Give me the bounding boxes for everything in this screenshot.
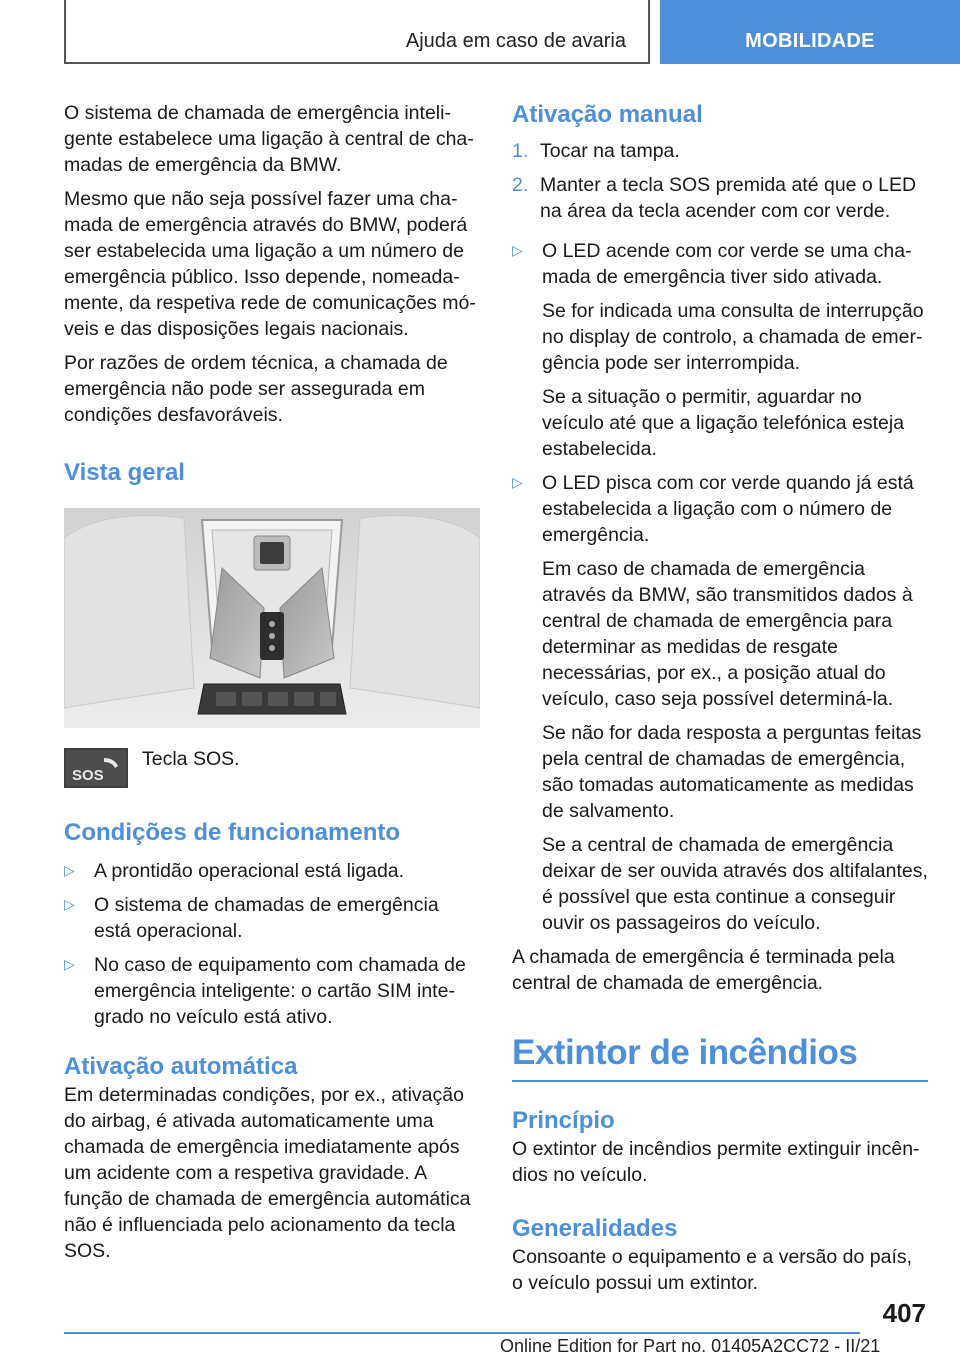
list-item-text: A prontidão operacional está ligada. [94, 860, 405, 882]
intro-paragraph-2: Mesmo que não seja possível fazer uma chamada de emergência através do BMW, poderá ser estabelecida uma ligação a um número de emergência público. Isso depende, nomeadamente, da respetiva rede de comunicações móveis e das disposições legais nacionais. [64, 188, 476, 340]
list-item [512, 238, 928, 290]
list-item-subparagraph: Se a central de chamada de emergência deixar de ser ouvida através dos altifalantes, é possível que esta continue a conseguir ouvir os passageiros do veículo. [542, 834, 928, 934]
list-item [64, 858, 480, 884]
left-column [64, 100, 480, 1272]
section-title: Ajuda em caso de avaria [405, 30, 626, 52]
sos-key-legend [64, 746, 480, 788]
right-column [512, 100, 928, 1304]
step-item [512, 172, 928, 224]
step-number: 2. [512, 174, 529, 196]
heading-principio: Princípio [512, 1107, 615, 1134]
paragraph-generalidades: Consoante o equipamento e a versão do país, o veículo possui um extintor. [512, 1246, 913, 1294]
list-item [512, 470, 928, 548]
paragraph-termination: A chamada de emergência é terminada pela central de chamada de emergência. [512, 946, 895, 994]
heading-vista-geral: Vista geral [64, 459, 185, 486]
intro-paragraph-1: O sistema de chamada de emergência inteligente estabelece uma ligação à central de chamadas de emergência da BMW. [64, 102, 474, 176]
overhead-console-illustration [64, 508, 480, 728]
page-number: 407 [882, 1298, 926, 1328]
footer-edition: Online Edition for Part no. 01405A2CC72 - II/21 [500, 1336, 881, 1356]
triangle-right-icon: ▷ [512, 474, 523, 490]
svg-text:SOS: SOS [72, 767, 104, 784]
step-text: Manter a tecla SOS premida até que o LED na área da tecla acender com cor verde. [540, 174, 917, 222]
triangle-right-icon: ▷ [64, 896, 75, 912]
triangle-right-icon: ▷ [64, 862, 75, 878]
step-text: Tocar na tampa. [540, 140, 680, 162]
list-item-text: O sistema de chamadas de emergência está operacional. [94, 894, 439, 942]
triangle-right-icon: ▷ [512, 242, 523, 258]
step-number: 1. [512, 140, 529, 162]
chapter-tab[interactable] [660, 0, 960, 64]
heading-extintor: Extintor de incêndios [512, 1033, 858, 1072]
section-rule [512, 1080, 928, 1082]
list-item-text: O LED acende com cor verde se uma chamada de emergência tiver sido ativada. [542, 240, 912, 288]
list-item [64, 892, 480, 944]
list-item-subparagraph: Se não for dada resposta a perguntas feitas pela central de chamadas de emergência, são tomadas automaticamente as medidas de salvamento. [542, 722, 922, 822]
sos-button-icon [64, 748, 128, 788]
header-frame [64, 0, 650, 64]
list-item [64, 952, 480, 1030]
paragraph-ativacao-automatica: Em determinadas condições, por ex., ativação do airbag, é ativada automaticamente uma chamada de emergência imediatamente após um acidente com a respetiva gravidade. A função de chamada de emergência automática não é influenciada pelo acionamento da tecla SOS. [64, 1084, 471, 1262]
chapter-tab-label: MOBILIDADE [745, 30, 875, 52]
heading-condicoes: Condições de funcionamento [64, 819, 401, 846]
paragraph-principio: O extintor de incêndios permite extinguir incêndios no veículo. [512, 1138, 920, 1186]
heading-ativacao-manual: Ativação manual [512, 101, 703, 128]
step-item [512, 138, 928, 164]
list-item-text: O LED pisca com cor verde quando já está estabelecida a ligação com o número de emergência. [542, 472, 914, 546]
list-item-text: No caso de equipamento com chamada de emergência inteligente: o cartão SIM integrado no veículo está ativo. [94, 954, 466, 1028]
heading-generalidades: Generalidades [512, 1215, 678, 1242]
triangle-right-icon: ▷ [64, 956, 75, 972]
list-item-subparagraph: Se for indicada uma consulta de interrupção no display de controlo, a chamada de emergência pode ser interrompida. [542, 300, 924, 374]
footer-rule [64, 1332, 860, 1334]
heading-ativacao-automatica: Ativação automática [64, 1053, 298, 1080]
intro-paragraph-3: Por razões de ordem técnica, a chamada de emergência não pode ser assegurada em condições desfavoráveis. [64, 352, 448, 426]
list-item-subparagraph: Em caso de chamada de emergência através da BMW, são transmitidos dados à central de chamada de emergência para determinar as medidas de resgate necessárias, por ex., a posição atual do veículo, caso seja possível determiná-la. [542, 558, 913, 710]
list-item-subparagraph: Se a situação o permitir, aguardar no veículo até que a ligação telefónica esteja estabelecida. [542, 386, 905, 460]
sos-key-label: Tecla SOS. [142, 748, 240, 770]
